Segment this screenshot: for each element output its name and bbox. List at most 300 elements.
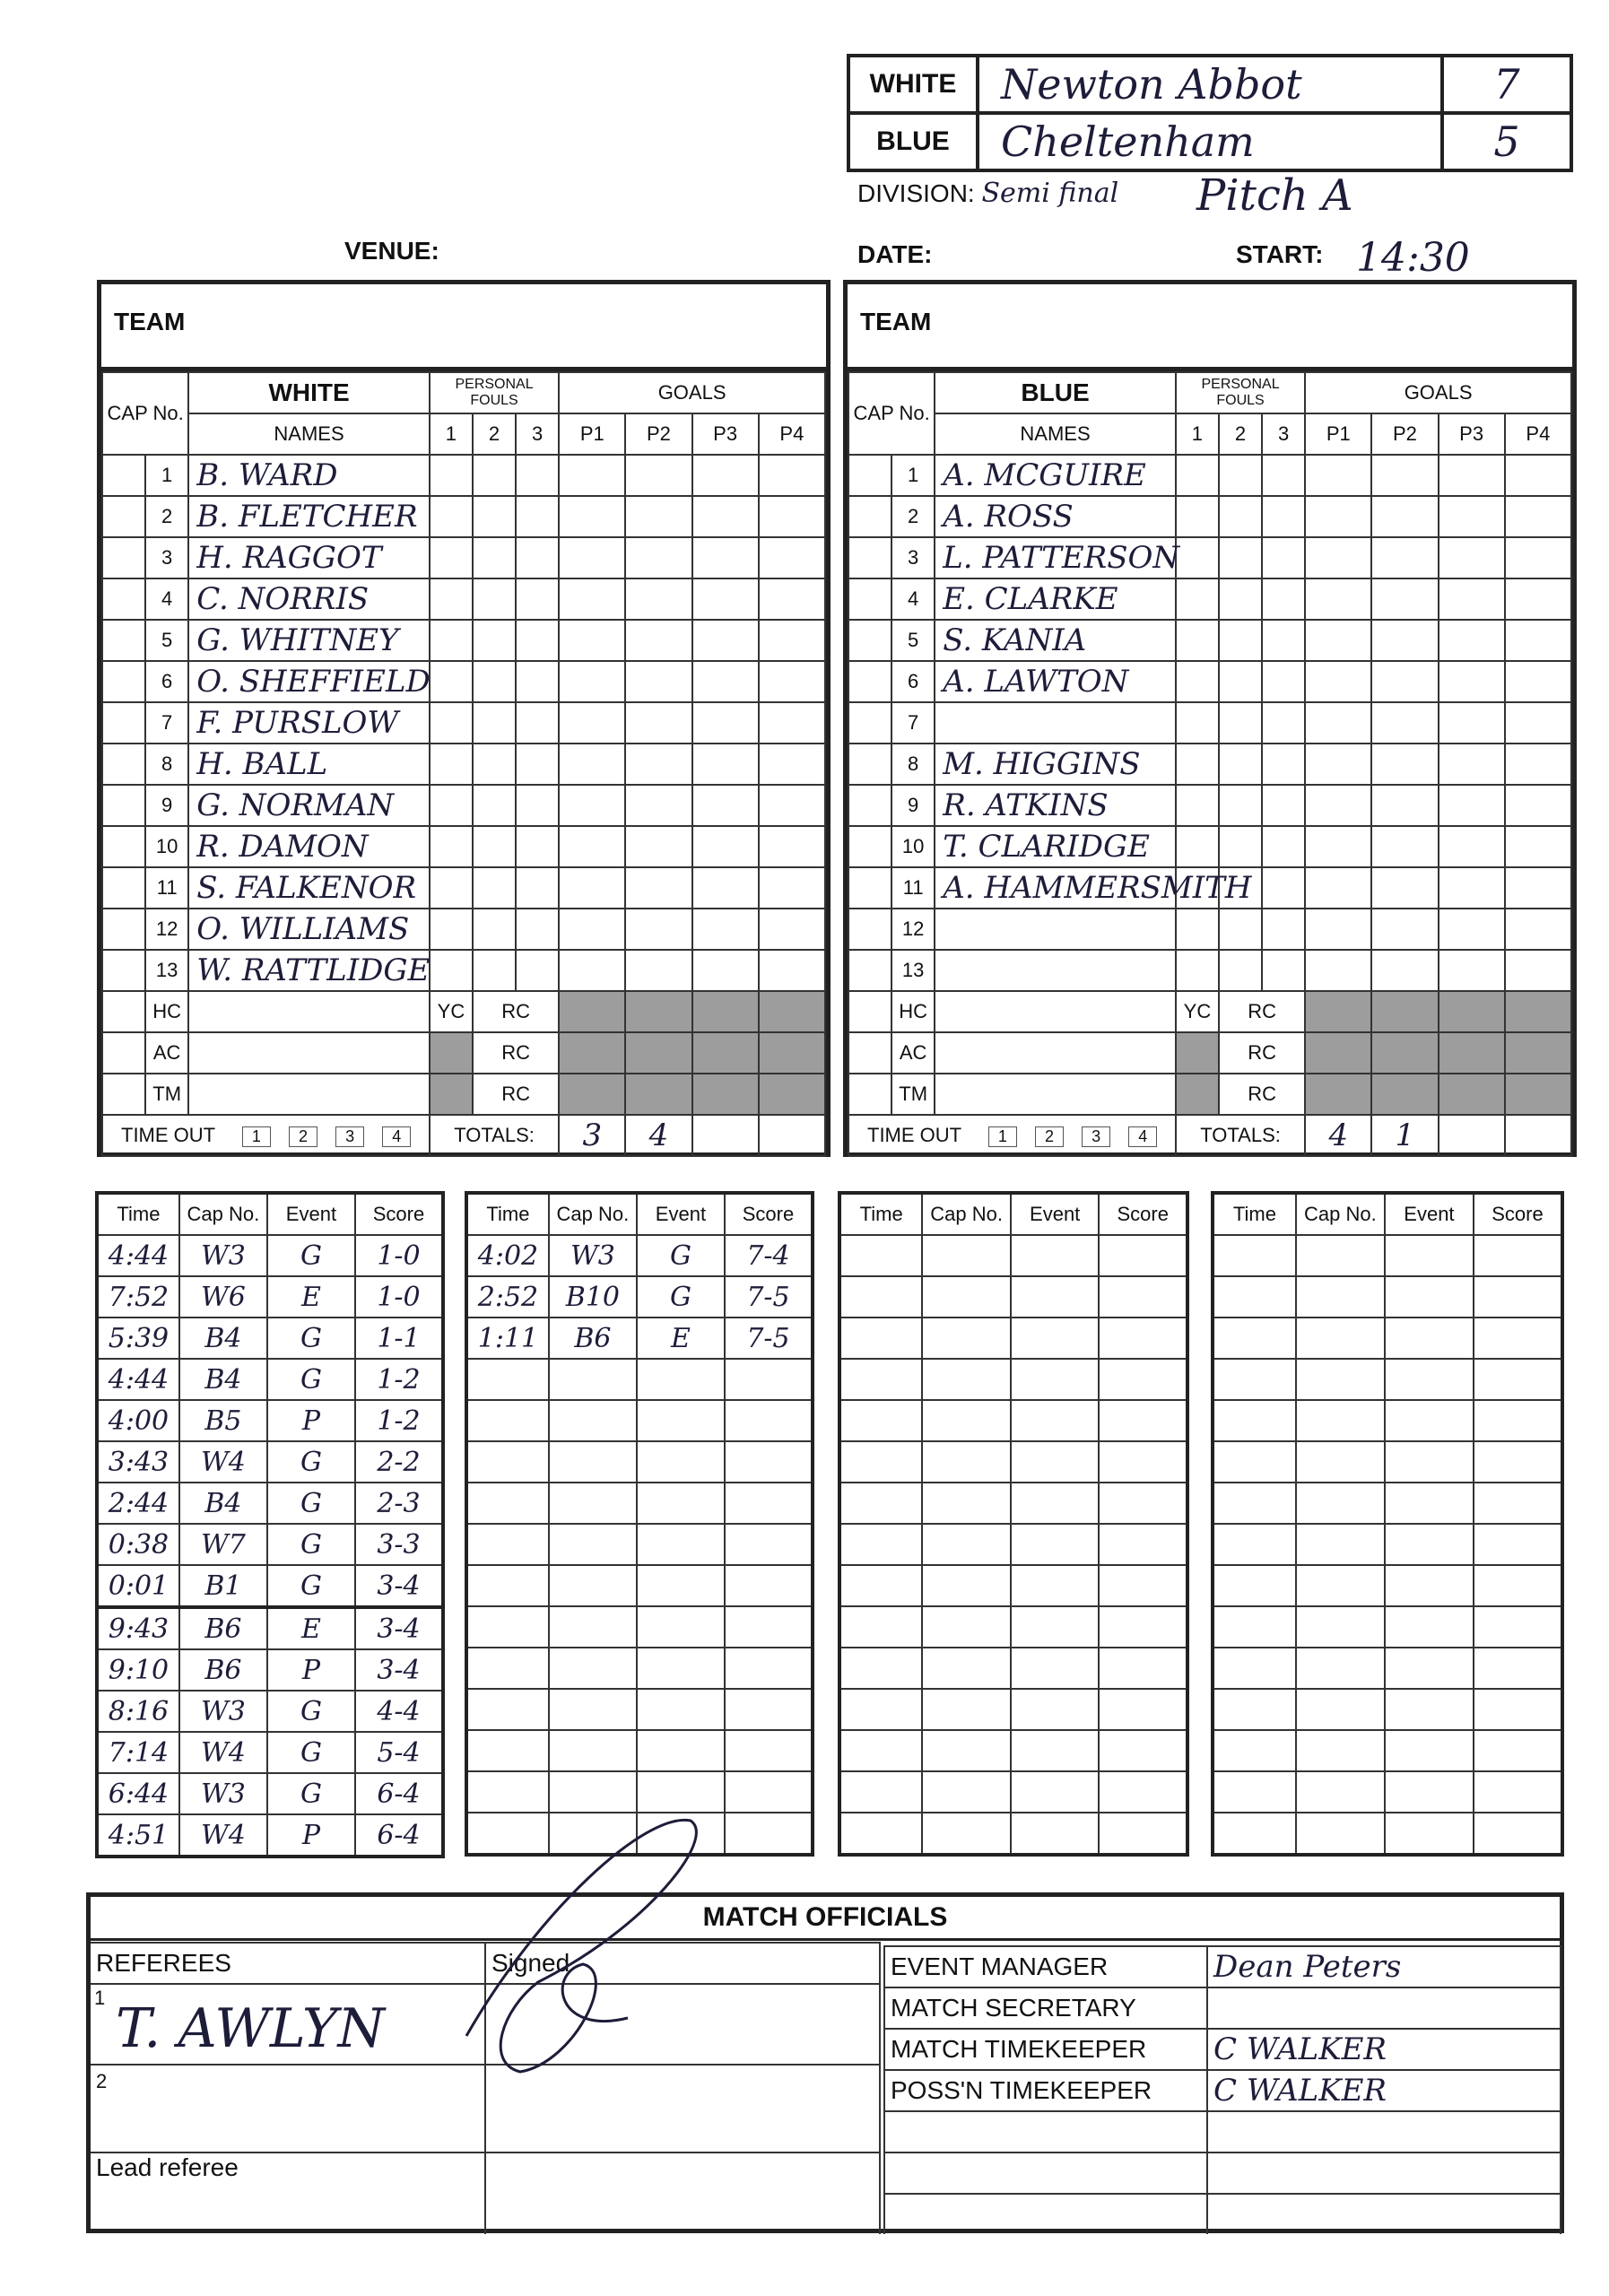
team-label: TEAM	[114, 308, 186, 335]
score-cell	[559, 620, 625, 661]
log-time	[839, 1483, 922, 1524]
event-log-2	[465, 1191, 814, 1857]
player-name: R. DAMON	[188, 826, 430, 867]
log-time: 7:14	[97, 1732, 179, 1773]
log-row	[97, 1235, 443, 1276]
score-cell	[516, 702, 559, 744]
score-cell	[1262, 867, 1305, 909]
score-cell	[625, 785, 691, 826]
log-row	[466, 1813, 813, 1855]
blue-final-score: 5	[1442, 113, 1571, 170]
cap-header: CAP No.	[102, 372, 188, 455]
match-officials-box	[86, 1892, 1564, 2233]
score-cell	[625, 867, 691, 909]
log-event: G	[267, 1773, 355, 1814]
log-score	[1099, 1276, 1187, 1318]
log-event	[1385, 1359, 1474, 1400]
log-header-score: Score	[725, 1193, 813, 1235]
log-event: P	[267, 1649, 355, 1691]
log-score	[1474, 1648, 1562, 1689]
log-cap: B5	[179, 1400, 267, 1441]
pf1-header: 1	[430, 413, 473, 455]
log-header-event: Event	[1385, 1193, 1474, 1235]
cap-number: 6	[891, 661, 935, 702]
event-log-1	[95, 1191, 445, 1858]
log-cap	[549, 1524, 637, 1565]
score-cell	[430, 785, 473, 826]
score-cell	[516, 744, 559, 785]
score-cell	[473, 537, 516, 578]
player-name: H. BALL	[188, 744, 430, 785]
division-label: DIVISION:	[857, 179, 975, 207]
score-cell	[1176, 537, 1219, 578]
score-cell	[473, 702, 516, 744]
player-name: O. SHEFFIELD	[188, 661, 430, 702]
log-time	[839, 1689, 922, 1730]
player-name: R. ATKINS	[935, 785, 1176, 826]
total-p1: 4	[1305, 1115, 1371, 1156]
referee-2-number: 2	[96, 2070, 108, 2092]
log-time: 7:52	[97, 1276, 179, 1318]
score-cell	[473, 744, 516, 785]
cap-number: 7	[891, 702, 935, 744]
cap-number: 10	[891, 826, 935, 867]
score-cell	[1219, 950, 1262, 991]
log-score: 1-2	[355, 1400, 443, 1441]
log-time	[466, 1689, 549, 1730]
player-row	[848, 455, 1571, 496]
log-time	[1213, 1318, 1296, 1359]
score-cell	[1176, 496, 1219, 537]
timeout-3: 3	[335, 1126, 364, 1147]
score-cell	[1262, 785, 1305, 826]
cap-number: 13	[145, 950, 188, 991]
blue-player-table	[848, 371, 1572, 1157]
score-cell	[1262, 909, 1305, 950]
score-cell	[1262, 537, 1305, 578]
log-event: G	[267, 1483, 355, 1524]
score-cell	[559, 744, 625, 785]
log-time	[466, 1400, 549, 1441]
log-time: 8:16	[97, 1691, 179, 1732]
tm-label: TM	[891, 1074, 935, 1115]
log-cap	[922, 1730, 1011, 1771]
log-cap	[1296, 1565, 1385, 1606]
log-score	[1474, 1565, 1562, 1606]
color-header: BLUE	[935, 372, 1176, 413]
player-row	[848, 620, 1571, 661]
score-cell	[516, 496, 559, 537]
score-cell	[759, 537, 825, 578]
tm-label: TM	[145, 1074, 188, 1115]
hc-label: HC	[145, 991, 188, 1032]
log-time	[839, 1730, 922, 1771]
log-time	[839, 1276, 922, 1318]
personal-fouls-header: PERSONAL FOULS	[1176, 372, 1305, 413]
score-cell	[1371, 909, 1438, 950]
log-time	[839, 1606, 922, 1648]
row-blank	[848, 578, 891, 620]
score-cell	[473, 620, 516, 661]
log-score	[1474, 1606, 1562, 1648]
score-cell	[692, 537, 759, 578]
log-score	[1099, 1400, 1187, 1441]
names-header: NAMES	[188, 413, 430, 455]
log-cap	[1296, 1276, 1385, 1318]
score-cell	[692, 702, 759, 744]
score-cell	[1176, 744, 1219, 785]
row-blank	[848, 537, 891, 578]
log-time: 2:44	[97, 1483, 179, 1524]
log-row	[97, 1732, 443, 1773]
score-cell	[1305, 950, 1371, 991]
score-cell	[559, 702, 625, 744]
row-blank	[102, 537, 145, 578]
log-row	[97, 1814, 443, 1857]
score-cell	[1305, 744, 1371, 785]
cap-number: 2	[891, 496, 935, 537]
yc-label: YC	[1176, 991, 1219, 1032]
log-cap: W6	[179, 1276, 267, 1318]
log-event	[1385, 1606, 1474, 1648]
referee-1-name: T. AWLYN	[116, 1997, 386, 2060]
score-cell	[625, 950, 691, 991]
score-cell	[759, 744, 825, 785]
log-event: G	[267, 1691, 355, 1732]
log-event	[637, 1606, 725, 1648]
log-event	[637, 1400, 725, 1441]
cap-number: 3	[145, 537, 188, 578]
log-time	[839, 1813, 922, 1855]
log-score	[1474, 1813, 1562, 1855]
log-cap: B6	[549, 1318, 637, 1359]
log-row	[1213, 1235, 1562, 1276]
log-cap: W3	[179, 1773, 267, 1814]
log-cap	[549, 1648, 637, 1689]
score-cell	[692, 826, 759, 867]
score-cell	[1219, 909, 1262, 950]
player-row	[848, 785, 1571, 826]
log-score: 5-4	[355, 1732, 443, 1773]
score-cell	[473, 785, 516, 826]
log-cap	[922, 1771, 1011, 1813]
player-name: O. WILLIAMS	[188, 909, 430, 950]
log-cap	[922, 1276, 1011, 1318]
log-header-cap: Cap No.	[549, 1193, 637, 1235]
log-row	[1213, 1441, 1562, 1483]
hc-label: HC	[891, 991, 935, 1032]
score-cell	[1505, 744, 1571, 785]
officials-title: MATCH OFFICIALS	[91, 1897, 1560, 1941]
lead-referee-signature	[485, 2152, 880, 2234]
log-score: 7-4	[725, 1235, 813, 1276]
log-event	[637, 1813, 725, 1855]
timeout-1: 1	[242, 1126, 271, 1147]
log-cap	[922, 1441, 1011, 1483]
log-event	[1385, 1648, 1474, 1689]
log-event	[1385, 1524, 1474, 1565]
names-header: NAMES	[935, 413, 1176, 455]
timeout-row	[102, 1115, 430, 1156]
log-row	[839, 1400, 1187, 1441]
log-row	[839, 1235, 1187, 1276]
log-cap	[922, 1565, 1011, 1606]
log-event	[1011, 1771, 1100, 1813]
player-row	[848, 578, 1571, 620]
score-cell	[1219, 661, 1262, 702]
player-row	[848, 537, 1571, 578]
cap-number: 12	[145, 909, 188, 950]
score-cell	[559, 537, 625, 578]
score-cell	[1439, 826, 1505, 867]
log-cap	[549, 1689, 637, 1730]
player-row	[848, 950, 1571, 991]
log-time: 9:43	[97, 1607, 179, 1649]
log-row	[466, 1648, 813, 1689]
log-row	[97, 1441, 443, 1483]
log-time	[466, 1606, 549, 1648]
log-cap	[922, 1318, 1011, 1359]
log-row	[97, 1359, 443, 1400]
log-row	[1213, 1400, 1562, 1441]
log-event	[1385, 1235, 1474, 1276]
score-cell	[1371, 537, 1438, 578]
log-event	[1385, 1689, 1474, 1730]
player-row	[848, 702, 1571, 744]
cap-number: 13	[891, 950, 935, 991]
log-row	[466, 1276, 813, 1318]
log-score	[1099, 1689, 1187, 1730]
log-score: 7-5	[725, 1276, 813, 1318]
cap-number: 11	[145, 867, 188, 909]
start-value: 14:30	[1356, 235, 1470, 281]
goals-header: GOALS	[559, 372, 825, 413]
event-log-3	[838, 1191, 1189, 1857]
row-blank	[848, 950, 891, 991]
score-cell	[1439, 785, 1505, 826]
referee-2-signature	[485, 2065, 880, 2152]
personal-fouls-header: PERSONAL FOULS	[430, 372, 559, 413]
white-team-name: Newton Abbot	[978, 56, 1442, 113]
log-score: 4-4	[355, 1691, 443, 1732]
log-event	[1011, 1483, 1100, 1524]
log-row	[839, 1524, 1187, 1565]
player-row	[102, 455, 825, 496]
log-score: 1-1	[355, 1318, 443, 1359]
team-row	[101, 284, 826, 371]
match-secretary-value	[1207, 1987, 1561, 2029]
log-row	[839, 1359, 1187, 1400]
score-cell	[1219, 578, 1262, 620]
log-time: 4:44	[97, 1359, 179, 1400]
log-time	[466, 1565, 549, 1606]
log-cap: W4	[179, 1814, 267, 1857]
log-event: G	[267, 1732, 355, 1773]
score-cell	[430, 578, 473, 620]
score-cell	[516, 867, 559, 909]
cap-number: 5	[145, 620, 188, 661]
player-name: A. ROSS	[935, 496, 1176, 537]
score-cell	[430, 661, 473, 702]
player-row	[102, 785, 825, 826]
log-row	[97, 1400, 443, 1441]
score-cell	[430, 496, 473, 537]
referee-2-cell	[91, 2065, 485, 2152]
log-score	[725, 1524, 813, 1565]
log-time	[466, 1771, 549, 1813]
color-header: WHITE	[188, 372, 430, 413]
score-cell	[559, 496, 625, 537]
cap-number: 1	[145, 455, 188, 496]
score-cell	[1305, 537, 1371, 578]
log-event	[1011, 1730, 1100, 1771]
log-event	[1011, 1606, 1100, 1648]
score-cell	[1439, 537, 1505, 578]
log-score	[1474, 1524, 1562, 1565]
score-cell	[692, 661, 759, 702]
log-cap	[922, 1235, 1011, 1276]
p3-header: P3	[1439, 413, 1505, 455]
score-cell	[1219, 785, 1262, 826]
log-time: 3:43	[97, 1441, 179, 1483]
score-cell	[625, 578, 691, 620]
log-score: 1-0	[355, 1276, 443, 1318]
score-cell	[759, 455, 825, 496]
log-score	[725, 1565, 813, 1606]
score-cell	[473, 867, 516, 909]
log-cap	[549, 1483, 637, 1524]
log-time: 4:51	[97, 1814, 179, 1857]
log-row	[839, 1276, 1187, 1318]
log-time	[839, 1648, 922, 1689]
rc-label: RC	[473, 1074, 559, 1115]
score-cell	[1439, 455, 1505, 496]
log-time	[1213, 1524, 1296, 1565]
score-cell	[1439, 702, 1505, 744]
player-name: S. KANIA	[935, 620, 1176, 661]
timeout-label: TIME OUT	[867, 1124, 961, 1146]
score-cell	[1505, 867, 1571, 909]
score-cell	[1305, 702, 1371, 744]
score-cell	[516, 826, 559, 867]
log-time	[839, 1565, 922, 1606]
score-cell	[559, 826, 625, 867]
score-cell	[1219, 826, 1262, 867]
log-row	[1213, 1606, 1562, 1648]
log-event	[1385, 1565, 1474, 1606]
log-row	[1213, 1771, 1562, 1813]
log-time	[839, 1359, 922, 1400]
log-time: 1:11	[466, 1318, 549, 1359]
player-row	[102, 496, 825, 537]
cap-number: 4	[145, 578, 188, 620]
player-name	[935, 950, 1176, 991]
row-blank	[848, 661, 891, 702]
player-name: S. FALKENOR	[188, 867, 430, 909]
log-time	[1213, 1359, 1296, 1400]
score-cell	[1176, 702, 1219, 744]
row-blank	[102, 578, 145, 620]
log-cap: B10	[549, 1276, 637, 1318]
log-event: G	[637, 1235, 725, 1276]
event-log-4	[1211, 1191, 1564, 1857]
log-cap	[549, 1813, 637, 1855]
score-cell	[1176, 620, 1219, 661]
log-cap	[1296, 1235, 1385, 1276]
referees-label: REFEREES	[91, 1943, 485, 1984]
log-event: E	[637, 1318, 725, 1359]
referee-1-number: 1	[94, 1987, 106, 2009]
row-blank	[848, 744, 891, 785]
log-score	[1099, 1648, 1187, 1689]
blue-label: BLUE	[848, 113, 978, 170]
log-event	[1011, 1565, 1100, 1606]
log-row	[839, 1648, 1187, 1689]
log-time	[466, 1648, 549, 1689]
log-cap	[1296, 1606, 1385, 1648]
row-blank	[102, 950, 145, 991]
row-blank	[102, 661, 145, 702]
log-cap	[549, 1565, 637, 1606]
log-score: 3-3	[355, 1524, 443, 1565]
score-cell	[759, 785, 825, 826]
cap-number: 9	[145, 785, 188, 826]
score-cell	[1176, 455, 1219, 496]
log-cap	[1296, 1771, 1385, 1813]
score-cell	[559, 950, 625, 991]
score-cell	[759, 496, 825, 537]
score-cell	[559, 909, 625, 950]
log-time	[466, 1813, 549, 1855]
log-event	[1011, 1441, 1100, 1483]
referee-1-cell	[91, 1984, 485, 2065]
cap-number: 1	[891, 455, 935, 496]
log-score: 6-4	[355, 1773, 443, 1814]
log-header-score: Score	[1474, 1193, 1562, 1235]
log-event: G	[267, 1441, 355, 1483]
log-row	[466, 1524, 813, 1565]
log-row	[1213, 1524, 1562, 1565]
log-header-row	[839, 1193, 1187, 1235]
player-row	[102, 578, 825, 620]
log-cap	[922, 1400, 1011, 1441]
log-event	[637, 1565, 725, 1606]
score-cell	[1305, 826, 1371, 867]
match-header-box	[847, 54, 1573, 172]
log-score	[725, 1483, 813, 1524]
player-row	[102, 620, 825, 661]
log-row	[97, 1773, 443, 1814]
log-row	[1213, 1565, 1562, 1606]
log-time	[1213, 1483, 1296, 1524]
score-cell	[516, 620, 559, 661]
pf3-header: 3	[516, 413, 559, 455]
log-header-event: Event	[1011, 1193, 1100, 1235]
score-cell	[1505, 826, 1571, 867]
player-row	[848, 744, 1571, 785]
log-score: 6-4	[355, 1814, 443, 1857]
log-cap: W3	[179, 1691, 267, 1732]
lead-referee-label: Lead referee	[96, 2153, 239, 2181]
score-cell	[1505, 950, 1571, 991]
log-cap	[1296, 1359, 1385, 1400]
log-row	[839, 1441, 1187, 1483]
log-time	[466, 1441, 549, 1483]
score-cell	[1505, 578, 1571, 620]
score-cell	[559, 578, 625, 620]
player-row	[102, 909, 825, 950]
score-cell	[1439, 578, 1505, 620]
